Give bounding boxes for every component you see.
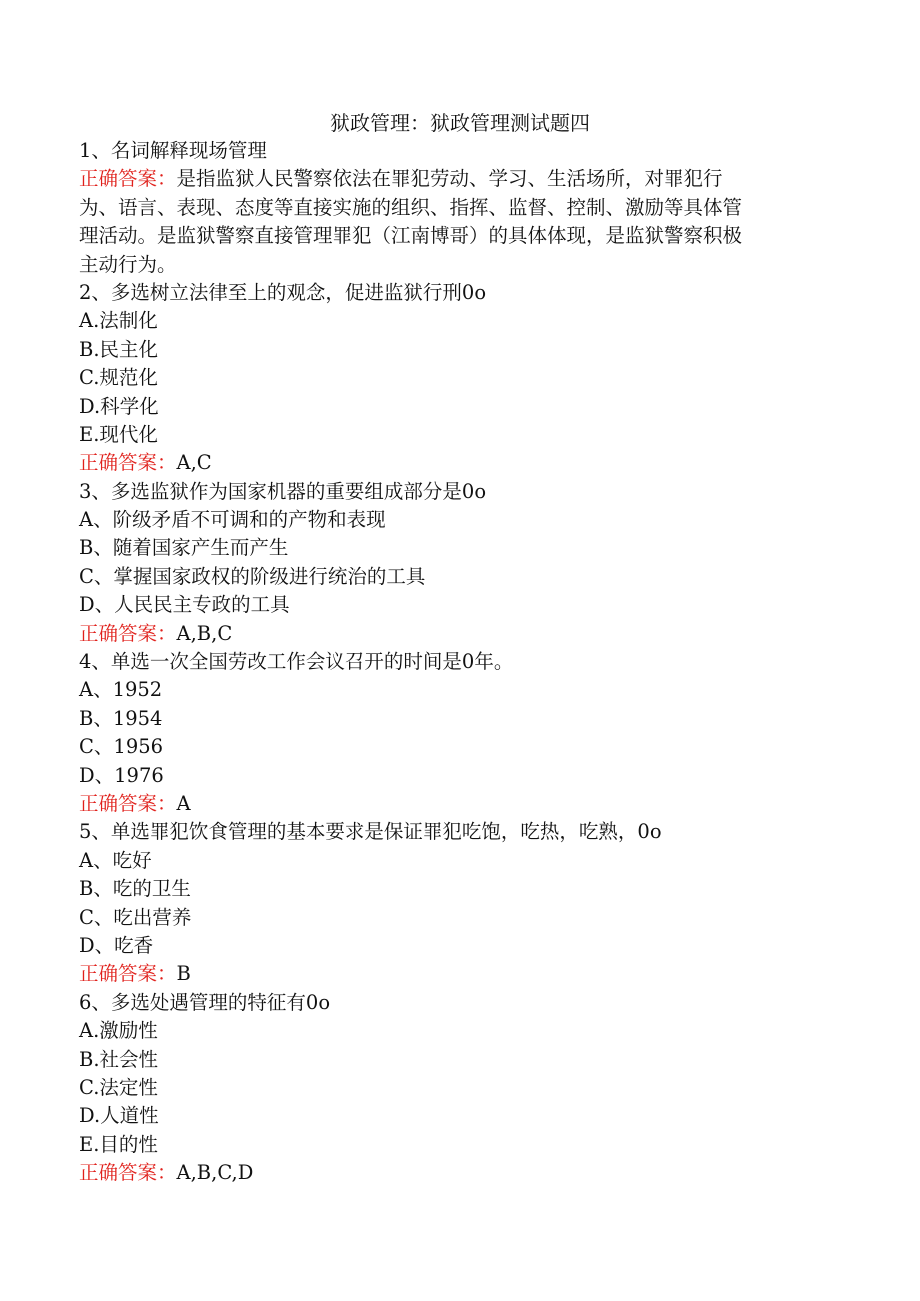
answer-text: A xyxy=(176,791,191,815)
question-5-option-a: A、吃好 xyxy=(79,848,152,872)
question-1-answer-line-1 xyxy=(79,165,839,193)
question-5-option-b: B、吃的卫生 xyxy=(79,877,191,901)
question-1-answer-line-4: 主动行为。 xyxy=(79,252,177,276)
question-6-option-e: E.目的性 xyxy=(79,1132,158,1156)
question-2-option-e: E.现代化 xyxy=(79,422,158,446)
question-6-answer xyxy=(79,1159,839,1187)
question-4-answer xyxy=(79,790,839,818)
answer-text: B xyxy=(176,962,191,986)
question-4-option-d: D、1976 xyxy=(79,763,164,787)
answer-text: A,B,C,D xyxy=(176,1161,254,1185)
question-2-option-c: C.规范化 xyxy=(79,366,158,390)
question-2-stem: 2、多选树立法律至上的观念，促进监狱行刑0o xyxy=(79,280,487,304)
answer-text: 是指监狱人民警察依法在罪犯劳动、学习、生活场所，对罪犯行 xyxy=(176,167,723,191)
answer-label: 正确答案： xyxy=(79,962,177,986)
question-6-option-d: D.人道性 xyxy=(79,1104,159,1128)
answer-label: 正确答案： xyxy=(79,451,177,475)
answer-label: 正确答案： xyxy=(79,1161,177,1185)
question-3-option-b: B、随着国家产生而产生 xyxy=(79,536,289,560)
question-1-stem: 1、名词解释现场管理 xyxy=(79,139,267,162)
question-2-answer xyxy=(79,449,839,477)
question-list xyxy=(79,137,839,1187)
question-4-option-c: C、1956 xyxy=(79,735,164,759)
answer-label: 正确答案： xyxy=(79,167,177,191)
question-3-option-d: D、人民民主专政的工具 xyxy=(79,593,290,617)
question-2-option-b: B.民主化 xyxy=(79,337,159,361)
question-1-answer-line-3: 理活动。是监狱警察直接管理罪犯（江南博哥）的具体体现，是监狱警察积极 xyxy=(79,224,743,248)
question-5-option-d: D、吃香 xyxy=(79,933,154,957)
question-4-stem: 4、单选一次全国劳改工作会议召开的时间是0年。 xyxy=(79,650,514,674)
question-6-option-c: C.法定性 xyxy=(79,1075,158,1099)
answer-text: A,B,C xyxy=(176,621,233,645)
question-4-option-a: A、1952 xyxy=(79,678,163,702)
answer-text: A,C xyxy=(176,451,212,475)
question-5-answer xyxy=(79,960,839,988)
question-4-option-b: B、1954 xyxy=(79,706,163,730)
question-5-stem: 5、单选罪犯饮食管理的基本要求是保证罪犯吃饱，吃热，吃熟，0o xyxy=(79,820,662,844)
answer-label: 正确答案： xyxy=(79,791,177,815)
question-2-option-d: D.科学化 xyxy=(79,394,159,418)
question-5-option-c: C、吃出营养 xyxy=(79,905,192,929)
question-3-option-c: C、掌握国家政权的阶级进行统治的工具 xyxy=(79,564,426,588)
question-6-stem: 6、多选处遇管理的特征有0o xyxy=(79,990,331,1014)
question-3-stem: 3、多选监狱作为国家机器的重要组成部分是0o xyxy=(79,479,487,503)
question-2-option-a: A.法制化 xyxy=(79,309,158,333)
question-6-option-b: B.社会性 xyxy=(79,1047,159,1071)
question-1-answer-line-2: 为、语言、表现、态度等直接实施的组织、指挥、监督、控制、激励等具体管 xyxy=(79,195,743,219)
question-3-option-a: A、阶级矛盾不可调和的产物和表现 xyxy=(79,508,386,532)
answer-label: 正确答案： xyxy=(79,621,177,645)
question-3-answer xyxy=(79,620,839,648)
question-6-option-a: A.激励性 xyxy=(79,1019,158,1043)
document-title: 狱政管理：狱政管理测试题四 xyxy=(330,111,590,135)
